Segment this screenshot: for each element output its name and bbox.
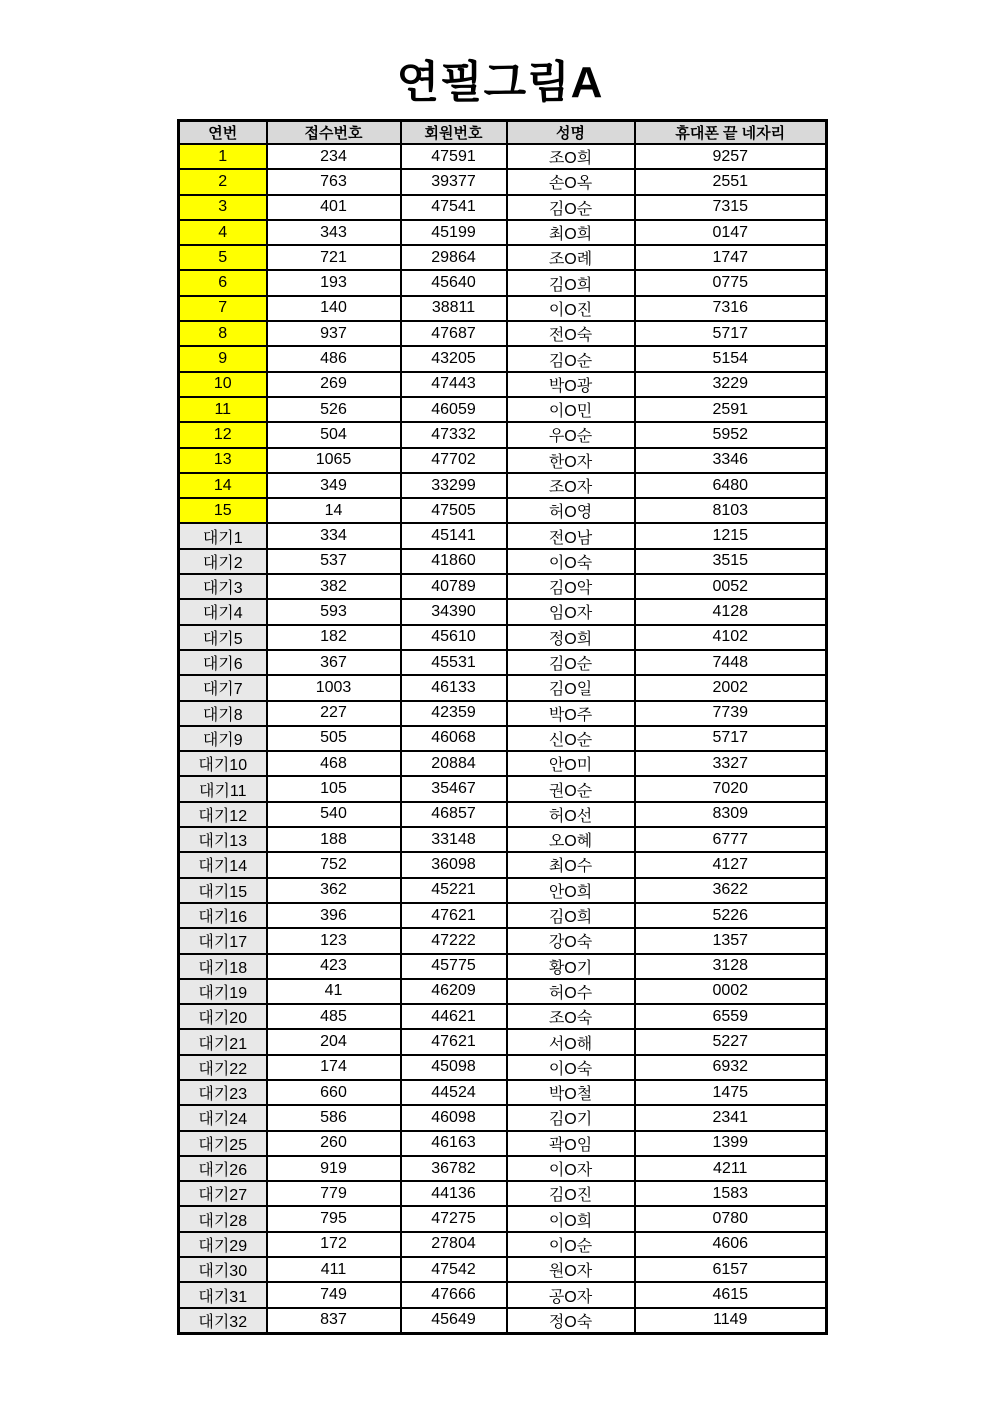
table-row	[179, 448, 827, 473]
header-row	[179, 121, 827, 145]
member-no-cell: 47542	[401, 1257, 507, 1282]
member-no-cell: 44136	[401, 1181, 507, 1206]
phone-cell: 7448	[635, 650, 827, 675]
receipt-no-cell: 721	[267, 245, 401, 270]
receipt-no-cell: 367	[267, 650, 401, 675]
name-cell: 김O순	[507, 650, 635, 675]
serial-cell: 대기31	[179, 1282, 267, 1307]
name-cell: 허O선	[507, 802, 635, 827]
table-row	[179, 802, 827, 827]
serial-cell: 대기9	[179, 726, 267, 751]
phone-cell: 1215	[635, 523, 827, 548]
name-cell: 이O자	[507, 1156, 635, 1181]
phone-cell: 3229	[635, 372, 827, 397]
serial-cell: 대기10	[179, 751, 267, 776]
column-header-name: 성명	[507, 121, 635, 145]
receipt-no-cell: 837	[267, 1308, 401, 1334]
name-cell: 오O혜	[507, 827, 635, 852]
serial-cell: 대기24	[179, 1105, 267, 1130]
receipt-no-cell: 193	[267, 270, 401, 295]
receipt-no-cell: 188	[267, 827, 401, 852]
serial-cell: 대기29	[179, 1232, 267, 1257]
name-cell: 정O희	[507, 625, 635, 650]
member-no-cell: 47621	[401, 903, 507, 928]
table-row	[179, 1080, 827, 1105]
member-no-cell: 47443	[401, 372, 507, 397]
serial-cell: 대기20	[179, 1004, 267, 1029]
serial-cell: 대기14	[179, 852, 267, 877]
name-cell: 황O기	[507, 954, 635, 979]
name-cell: 이O숙	[507, 1055, 635, 1080]
receipt-no-cell: 485	[267, 1004, 401, 1029]
serial-cell: 대기2	[179, 549, 267, 574]
table-row	[179, 751, 827, 776]
table-row	[179, 1232, 827, 1257]
member-no-cell: 43205	[401, 346, 507, 371]
phone-cell: 4102	[635, 625, 827, 650]
phone-cell: 0052	[635, 574, 827, 599]
phone-cell: 5154	[635, 346, 827, 371]
table-row	[179, 1131, 827, 1156]
name-cell: 전O숙	[507, 321, 635, 346]
table-row	[179, 296, 827, 321]
table-row	[179, 574, 827, 599]
serial-cell: 대기28	[179, 1206, 267, 1231]
phone-cell: 4127	[635, 852, 827, 877]
receipt-no-cell: 362	[267, 878, 401, 903]
receipt-no-cell: 14	[267, 498, 401, 523]
table-row	[179, 979, 827, 1004]
name-cell: 원O자	[507, 1257, 635, 1282]
member-no-cell: 45649	[401, 1308, 507, 1334]
member-no-cell: 47275	[401, 1206, 507, 1231]
table-row	[179, 726, 827, 751]
table-row	[179, 220, 827, 245]
table-row	[179, 321, 827, 346]
phone-cell: 6932	[635, 1055, 827, 1080]
table-row	[179, 397, 827, 422]
table-row	[179, 1257, 827, 1282]
receipt-no-cell: 504	[267, 422, 401, 447]
receipt-no-cell: 105	[267, 776, 401, 801]
table-row	[179, 523, 827, 548]
serial-cell: 5	[179, 245, 267, 270]
member-no-cell: 47222	[401, 928, 507, 953]
phone-cell: 5226	[635, 903, 827, 928]
serial-cell: 15	[179, 498, 267, 523]
table-row	[179, 776, 827, 801]
serial-cell: 13	[179, 448, 267, 473]
phone-cell: 5717	[635, 726, 827, 751]
member-no-cell: 47332	[401, 422, 507, 447]
serial-cell: 대기17	[179, 928, 267, 953]
phone-cell: 8309	[635, 802, 827, 827]
member-no-cell: 38811	[401, 296, 507, 321]
member-no-cell: 36098	[401, 852, 507, 877]
phone-cell: 3128	[635, 954, 827, 979]
table-row	[179, 625, 827, 650]
table-row	[179, 1156, 827, 1181]
name-cell: 김O희	[507, 903, 635, 928]
name-cell: 이O민	[507, 397, 635, 422]
receipt-no-cell: 423	[267, 954, 401, 979]
receipt-no-cell: 795	[267, 1206, 401, 1231]
receipt-no-cell: 41	[267, 979, 401, 1004]
name-cell: 공O자	[507, 1282, 635, 1307]
phone-cell: 2591	[635, 397, 827, 422]
table-row	[179, 827, 827, 852]
name-cell: 김O희	[507, 270, 635, 295]
phone-cell: 2002	[635, 675, 827, 700]
serial-cell: 대기32	[179, 1308, 267, 1334]
serial-cell: 대기12	[179, 802, 267, 827]
name-cell: 김O일	[507, 675, 635, 700]
serial-cell: 대기15	[179, 878, 267, 903]
phone-cell: 0147	[635, 220, 827, 245]
serial-cell: 대기19	[179, 979, 267, 1004]
table-row	[179, 422, 827, 447]
column-header-member: 회원번호	[401, 121, 507, 145]
receipt-no-cell: 526	[267, 397, 401, 422]
member-no-cell: 27804	[401, 1232, 507, 1257]
receipt-no-cell: 505	[267, 726, 401, 751]
member-no-cell: 44621	[401, 1004, 507, 1029]
serial-cell: 대기6	[179, 650, 267, 675]
table-row	[179, 372, 827, 397]
receipt-no-cell: 204	[267, 1029, 401, 1054]
member-no-cell: 45141	[401, 523, 507, 548]
member-no-cell: 35467	[401, 776, 507, 801]
phone-cell: 7316	[635, 296, 827, 321]
phone-cell: 6777	[635, 827, 827, 852]
member-no-cell: 34390	[401, 599, 507, 624]
receipt-no-cell: 227	[267, 701, 401, 726]
phone-cell: 5717	[635, 321, 827, 346]
member-no-cell: 45098	[401, 1055, 507, 1080]
member-no-cell: 42359	[401, 701, 507, 726]
receipt-no-cell: 343	[267, 220, 401, 245]
name-cell: 김O악	[507, 574, 635, 599]
name-cell: 이O희	[507, 1206, 635, 1231]
name-cell: 곽O임	[507, 1131, 635, 1156]
phone-cell: 6157	[635, 1257, 827, 1282]
name-cell: 서O해	[507, 1029, 635, 1054]
phone-cell: 7020	[635, 776, 827, 801]
name-cell: 임O자	[507, 599, 635, 624]
receipt-no-cell: 182	[267, 625, 401, 650]
serial-cell: 대기21	[179, 1029, 267, 1054]
name-cell: 김O순	[507, 195, 635, 220]
phone-cell: 3622	[635, 878, 827, 903]
table-row	[179, 1181, 827, 1206]
member-no-cell: 46209	[401, 979, 507, 1004]
receipt-no-cell: 260	[267, 1131, 401, 1156]
phone-cell: 2341	[635, 1105, 827, 1130]
serial-cell: 12	[179, 422, 267, 447]
member-no-cell: 47687	[401, 321, 507, 346]
phone-cell: 1399	[635, 1131, 827, 1156]
receipt-no-cell: 537	[267, 549, 401, 574]
phone-cell: 5227	[635, 1029, 827, 1054]
serial-cell: 대기23	[179, 1080, 267, 1105]
name-cell: 우O순	[507, 422, 635, 447]
member-no-cell: 39377	[401, 169, 507, 194]
member-no-cell: 47666	[401, 1282, 507, 1307]
member-no-cell: 47621	[401, 1029, 507, 1054]
table-row	[179, 144, 827, 169]
phone-cell: 1149	[635, 1308, 827, 1334]
receipt-no-cell: 937	[267, 321, 401, 346]
phone-cell: 6559	[635, 1004, 827, 1029]
serial-cell: 대기26	[179, 1156, 267, 1181]
name-cell: 허O수	[507, 979, 635, 1004]
receipt-no-cell: 468	[267, 751, 401, 776]
member-no-cell: 45640	[401, 270, 507, 295]
phone-cell: 4606	[635, 1232, 827, 1257]
table-row	[179, 245, 827, 270]
name-cell: 조O자	[507, 473, 635, 498]
name-cell: 한O자	[507, 448, 635, 473]
phone-cell: 4128	[635, 599, 827, 624]
table-body	[179, 144, 827, 1333]
serial-cell: 6	[179, 270, 267, 295]
table-row	[179, 852, 827, 877]
serial-cell: 2	[179, 169, 267, 194]
member-no-cell: 44524	[401, 1080, 507, 1105]
phone-cell: 7315	[635, 195, 827, 220]
serial-cell: 8	[179, 321, 267, 346]
phone-cell: 4211	[635, 1156, 827, 1181]
phone-cell: 1583	[635, 1181, 827, 1206]
serial-cell: 3	[179, 195, 267, 220]
serial-cell: 대기1	[179, 523, 267, 548]
table-row	[179, 169, 827, 194]
member-no-cell: 46163	[401, 1131, 507, 1156]
table-row	[179, 498, 827, 523]
receipt-no-cell: 779	[267, 1181, 401, 1206]
phone-cell: 9257	[635, 144, 827, 169]
member-no-cell: 46068	[401, 726, 507, 751]
phone-cell: 3515	[635, 549, 827, 574]
name-cell: 박O철	[507, 1080, 635, 1105]
name-cell: 김O순	[507, 346, 635, 371]
table-row	[179, 954, 827, 979]
member-no-cell: 46098	[401, 1105, 507, 1130]
serial-cell: 대기4	[179, 599, 267, 624]
receipt-no-cell: 349	[267, 473, 401, 498]
page-title: 연필그림A	[396, 58, 604, 107]
member-no-cell: 45610	[401, 625, 507, 650]
serial-cell: 1	[179, 144, 267, 169]
receipt-no-cell: 919	[267, 1156, 401, 1181]
name-cell: 조O숙	[507, 1004, 635, 1029]
receipt-no-cell: 234	[267, 144, 401, 169]
receipt-no-cell: 269	[267, 372, 401, 397]
member-no-cell: 47505	[401, 498, 507, 523]
phone-cell: 7739	[635, 701, 827, 726]
name-cell: 최O수	[507, 852, 635, 877]
name-cell: 김O진	[507, 1181, 635, 1206]
name-cell: 이O진	[507, 296, 635, 321]
phone-cell: 0002	[635, 979, 827, 1004]
receipt-no-cell: 411	[267, 1257, 401, 1282]
receipt-no-cell: 382	[267, 574, 401, 599]
phone-cell: 6480	[635, 473, 827, 498]
phone-cell: 5952	[635, 422, 827, 447]
receipt-no-cell: 1003	[267, 675, 401, 700]
serial-cell: 대기13	[179, 827, 267, 852]
member-no-cell: 33148	[401, 827, 507, 852]
table-row	[179, 195, 827, 220]
name-cell: 조O례	[507, 245, 635, 270]
table-row	[179, 599, 827, 624]
member-no-cell: 29864	[401, 245, 507, 270]
column-header-receipt: 접수번호	[267, 121, 401, 145]
member-no-cell: 47591	[401, 144, 507, 169]
phone-cell: 3327	[635, 751, 827, 776]
name-cell: 안O희	[507, 878, 635, 903]
table-row	[179, 1206, 827, 1231]
phone-cell: 1475	[635, 1080, 827, 1105]
serial-cell: 대기22	[179, 1055, 267, 1080]
member-no-cell: 45199	[401, 220, 507, 245]
name-cell: 최O희	[507, 220, 635, 245]
serial-cell: 대기27	[179, 1181, 267, 1206]
serial-cell: 대기30	[179, 1257, 267, 1282]
phone-cell: 0775	[635, 270, 827, 295]
serial-cell: 4	[179, 220, 267, 245]
table-row	[179, 903, 827, 928]
table-row	[179, 346, 827, 371]
phone-cell: 2551	[635, 169, 827, 194]
member-no-cell: 33299	[401, 473, 507, 498]
member-no-cell: 45221	[401, 878, 507, 903]
member-no-cell: 40789	[401, 574, 507, 599]
receipt-no-cell: 752	[267, 852, 401, 877]
serial-cell: 대기7	[179, 675, 267, 700]
serial-cell: 9	[179, 346, 267, 371]
member-no-cell: 47702	[401, 448, 507, 473]
receipt-no-cell: 593	[267, 599, 401, 624]
member-no-cell: 45775	[401, 954, 507, 979]
name-cell: 조O희	[507, 144, 635, 169]
name-cell: 신O순	[507, 726, 635, 751]
serial-cell: 대기16	[179, 903, 267, 928]
table-row	[179, 701, 827, 726]
member-no-cell: 36782	[401, 1156, 507, 1181]
receipt-no-cell: 123	[267, 928, 401, 953]
name-cell: 이O숙	[507, 549, 635, 574]
member-no-cell: 46133	[401, 675, 507, 700]
column-header-phone: 휴대폰 끝 네자리	[635, 121, 827, 145]
table-row	[179, 1308, 827, 1334]
phone-cell: 3346	[635, 448, 827, 473]
receipt-no-cell: 486	[267, 346, 401, 371]
phone-cell: 4615	[635, 1282, 827, 1307]
receipt-no-cell: 174	[267, 1055, 401, 1080]
receipt-no-cell: 586	[267, 1105, 401, 1130]
member-no-cell: 46059	[401, 397, 507, 422]
name-cell: 김O기	[507, 1105, 635, 1130]
serial-cell: 대기8	[179, 701, 267, 726]
serial-cell: 14	[179, 473, 267, 498]
serial-cell: 7	[179, 296, 267, 321]
receipt-no-cell: 401	[267, 195, 401, 220]
member-no-cell: 41860	[401, 549, 507, 574]
name-cell: 박O주	[507, 701, 635, 726]
table-row	[179, 675, 827, 700]
receipt-no-cell: 140	[267, 296, 401, 321]
table-row	[179, 270, 827, 295]
serial-cell: 11	[179, 397, 267, 422]
receipt-no-cell: 540	[267, 802, 401, 827]
receipt-no-cell: 749	[267, 1282, 401, 1307]
name-cell: 정O숙	[507, 1308, 635, 1334]
name-cell: 허O영	[507, 498, 635, 523]
table-row	[179, 650, 827, 675]
phone-cell: 1357	[635, 928, 827, 953]
phone-cell: 1747	[635, 245, 827, 270]
receipt-no-cell: 172	[267, 1232, 401, 1257]
phone-cell: 8103	[635, 498, 827, 523]
receipt-no-cell: 660	[267, 1080, 401, 1105]
table-row	[179, 549, 827, 574]
name-cell: 안O미	[507, 751, 635, 776]
receipt-no-cell: 1065	[267, 448, 401, 473]
serial-cell: 대기11	[179, 776, 267, 801]
member-no-cell: 46857	[401, 802, 507, 827]
name-cell: 권O순	[507, 776, 635, 801]
serial-cell: 대기3	[179, 574, 267, 599]
serial-cell: 대기18	[179, 954, 267, 979]
receipt-no-cell: 396	[267, 903, 401, 928]
phone-cell: 0780	[635, 1206, 827, 1231]
receipt-no-cell: 334	[267, 523, 401, 548]
table-row	[179, 1105, 827, 1130]
name-cell: 박O광	[507, 372, 635, 397]
table-row	[179, 1029, 827, 1054]
name-cell: 이O순	[507, 1232, 635, 1257]
table-row	[179, 1282, 827, 1307]
receipt-no-cell: 763	[267, 169, 401, 194]
name-cell: 손O옥	[507, 169, 635, 194]
table-row	[179, 1055, 827, 1080]
member-no-cell: 45531	[401, 650, 507, 675]
roster-table	[177, 119, 828, 1335]
serial-cell: 대기25	[179, 1131, 267, 1156]
table-row	[179, 878, 827, 903]
table-row	[179, 928, 827, 953]
member-no-cell: 47541	[401, 195, 507, 220]
member-no-cell: 20884	[401, 751, 507, 776]
serial-cell: 10	[179, 372, 267, 397]
table-row	[179, 1004, 827, 1029]
table-row	[179, 473, 827, 498]
name-cell: 전O남	[507, 523, 635, 548]
name-cell: 강O숙	[507, 928, 635, 953]
serial-cell: 대기5	[179, 625, 267, 650]
column-header-serial: 연번	[179, 121, 267, 145]
